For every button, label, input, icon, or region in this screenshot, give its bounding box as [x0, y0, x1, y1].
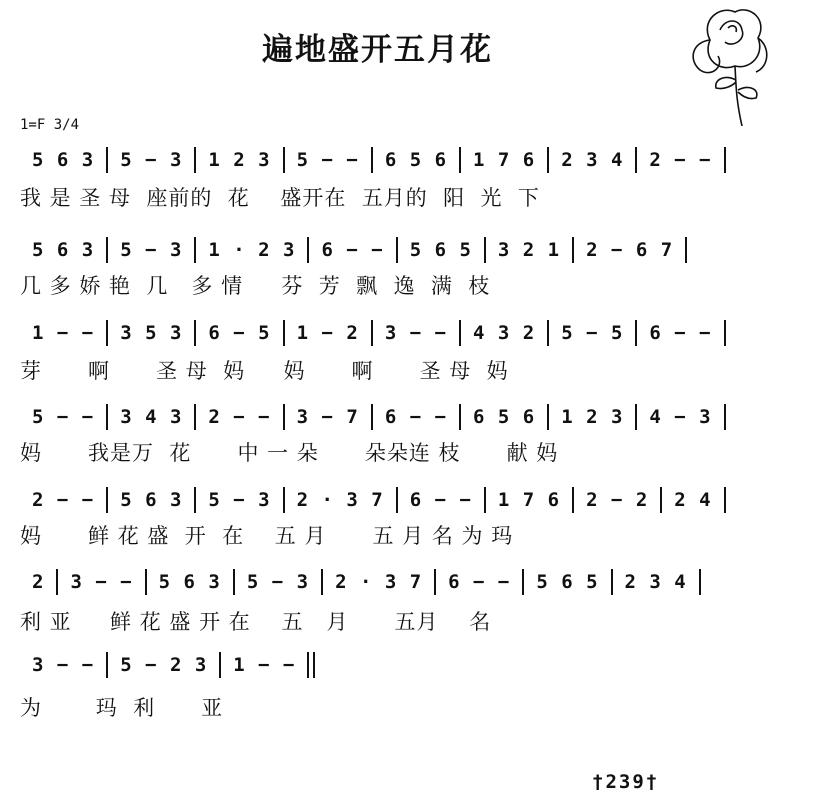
bar-line	[459, 320, 461, 346]
measure: 5 6 3	[158, 571, 221, 593]
bar-line	[724, 147, 726, 173]
bar-line	[572, 237, 574, 263]
bar-line	[635, 320, 637, 346]
measure: 2 − 6 7	[586, 239, 674, 261]
bar-line	[106, 147, 108, 173]
measure: 2 − −	[208, 406, 271, 428]
notation-line	[22, 235, 689, 265]
bar-line	[724, 404, 726, 430]
bar-line	[396, 237, 398, 263]
bar-line	[547, 320, 549, 346]
bar-line	[56, 569, 58, 595]
bar-line	[396, 487, 398, 513]
measure: 4 − 3	[649, 406, 712, 428]
bar-line	[233, 569, 235, 595]
measure: 6 − −	[649, 322, 712, 344]
measure: 5 − 3	[246, 571, 310, 593]
measure: 3 − −	[32, 654, 95, 676]
measure: 2 3 4	[624, 571, 687, 593]
measure: 2 3 4	[561, 149, 624, 171]
measure: 2	[32, 571, 45, 593]
final-bar-line	[313, 652, 315, 678]
measure: 5 − −	[296, 149, 359, 171]
measure: 5 − 2 3	[120, 654, 208, 676]
measure: 2 · 3 7	[335, 571, 423, 593]
bar-line	[106, 652, 108, 678]
measure: 3 4 3	[120, 406, 183, 428]
bar-line	[106, 487, 108, 513]
bar-line	[371, 147, 373, 173]
lyric-line: 妈 我是万 花 中 一 朵 朵朵连 枝 献 妈	[20, 441, 559, 465]
measure: 6 5 6	[473, 406, 536, 428]
measure: 3 − −	[70, 571, 133, 593]
bar-line	[371, 320, 373, 346]
lyric-line: 为 玛 利 亚	[20, 696, 224, 720]
notation-line	[22, 402, 728, 432]
measure: 3 2 1	[497, 239, 561, 261]
bar-line	[685, 237, 687, 263]
measure: 1 − −	[32, 322, 95, 344]
bar-line	[434, 569, 436, 595]
bar-line	[194, 404, 196, 430]
bar-line	[145, 569, 147, 595]
measure: 2 − −	[32, 489, 95, 511]
measure: 4 3 2	[473, 322, 536, 344]
bar-line	[106, 320, 108, 346]
measure: 1 2 3	[561, 406, 624, 428]
song-title: 遍地盛开五月花	[262, 32, 493, 68]
bar-line	[106, 237, 108, 263]
bar-line	[283, 320, 285, 346]
page-number: †239†	[592, 771, 660, 793]
bar-line	[194, 147, 196, 173]
measure: 5 − 5	[561, 322, 624, 344]
bar-line	[572, 487, 574, 513]
measure: 6 − 5	[208, 322, 271, 344]
bar-line	[371, 404, 373, 430]
measure: 2 4	[674, 489, 712, 511]
measure: 2 · 3 7	[296, 489, 384, 511]
bar-line	[459, 147, 461, 173]
measure: 5 6 3	[32, 239, 95, 261]
measure: 6 − −	[409, 489, 472, 511]
bar-line	[547, 147, 549, 173]
bar-line	[307, 652, 309, 678]
measure: 1 7 6	[473, 149, 536, 171]
measure: 3 − 7	[296, 406, 359, 428]
lyric-line: 几 多 娇 艳 几 多 情 芬 芳 飘 逸 满 枝	[20, 274, 491, 298]
bar-line	[194, 487, 196, 513]
measure: 2 − 2	[586, 489, 649, 511]
bar-line	[283, 404, 285, 430]
notation-line	[22, 318, 728, 348]
bar-line	[724, 320, 726, 346]
bar-line	[321, 569, 323, 595]
notation-line	[22, 650, 317, 680]
measure: 5 6 5	[536, 571, 599, 593]
measure: 6 − −	[384, 406, 448, 428]
measure: 3 − −	[384, 322, 448, 344]
measure: 3 5 3	[120, 322, 183, 344]
measure: 1 − 2	[296, 322, 359, 344]
measure: 6 5 6	[384, 149, 448, 171]
measure: 5 − 3	[120, 149, 183, 171]
measure: 6 − −	[448, 571, 511, 593]
lyric-line: 我 是 圣 母 座前的 花 盛开在 五月的 阳 光 下	[20, 186, 540, 210]
notation-line	[22, 485, 728, 515]
measure: 1 2 3	[208, 149, 271, 171]
lyric-line: 芽 啊 圣 母 妈 妈 啊 圣 母 妈	[20, 359, 509, 383]
bar-line	[660, 487, 662, 513]
bar-line	[484, 237, 486, 263]
measure: 1 7 6	[497, 489, 561, 511]
rose-illustration	[680, 0, 772, 128]
bar-line	[699, 569, 701, 595]
bar-line	[635, 404, 637, 430]
measure: 5 6 3	[120, 489, 183, 511]
measure: 5 − 3	[120, 239, 183, 261]
bar-line	[106, 404, 108, 430]
key-signature: 1=F 3/4	[20, 117, 80, 133]
bar-line	[635, 147, 637, 173]
lyric-line: 妈 鲜 花 盛 开 在 五 月 五 月 名 为 玛	[20, 524, 514, 548]
measure: 5 − 3	[208, 489, 271, 511]
lyric-line: 利 亚 鲜 花 盛 开 在 五 月 五月 名	[20, 610, 492, 634]
bar-line	[611, 569, 613, 595]
measure: 6 − −	[321, 239, 384, 261]
measure: 5 6 5	[409, 239, 472, 261]
bar-line	[724, 487, 726, 513]
measure: 2 − −	[649, 149, 712, 171]
notation-line	[22, 145, 728, 175]
bar-line	[547, 404, 549, 430]
measure: 1 − −	[233, 654, 296, 676]
measure: 5 − −	[32, 406, 95, 428]
notation-line	[22, 567, 703, 597]
measure: 1 · 2 3	[208, 239, 296, 261]
bar-line	[194, 237, 196, 263]
bar-line	[194, 320, 196, 346]
bar-line	[219, 652, 221, 678]
bar-line	[307, 237, 309, 263]
measure: 5 6 3	[32, 149, 95, 171]
bar-line	[522, 569, 524, 595]
bar-line	[484, 487, 486, 513]
bar-line	[283, 147, 285, 173]
bar-line	[459, 404, 461, 430]
bar-line	[283, 487, 285, 513]
